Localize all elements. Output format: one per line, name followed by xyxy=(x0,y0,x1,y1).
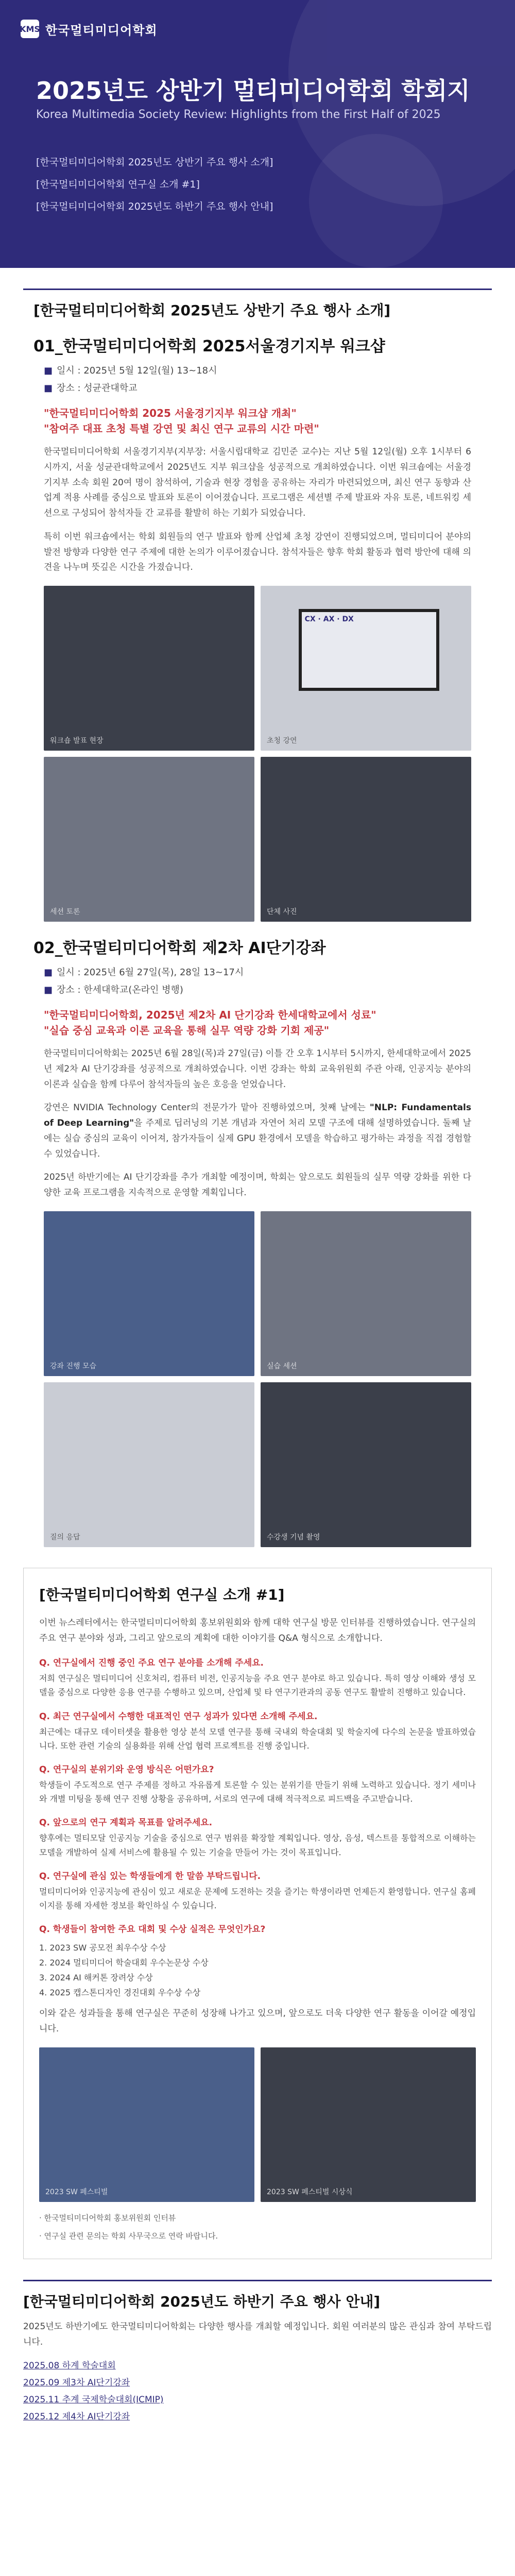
event-2-date: ■ 일시 : 2025년 6월 27일(목), 28일 13~17시 xyxy=(44,967,244,978)
event-photo: 수강생 기념 촬영 xyxy=(261,1382,471,1547)
event-1-date: ■ 일시 : 2025년 5월 12일(월) 13~18시 xyxy=(44,365,217,376)
lab-closing: 이와 같은 성과들을 통해 연구실은 꾸준히 성장해 나가고 있으며, 앞으로도 더욱 다양한 연구 활동을 이어갈 예정입니다. xyxy=(39,2008,476,2035)
newsletter-title: 2025년도 상반기 멀티미디어학회 학회지 xyxy=(36,77,470,105)
lab-photo-grid xyxy=(39,2047,476,2202)
upcoming-links xyxy=(23,2358,492,2422)
event-photo: 워크숍 발표 현장 xyxy=(44,586,254,751)
section-heading-lab: [한국멀티미디어학회 연구실 소개 #1] xyxy=(39,1586,285,1603)
bullet-icon: ■ xyxy=(44,967,53,978)
lab-footnote-1: · 한국멀티미디어학회 홍보위원회 인터뷰 xyxy=(39,2213,176,2223)
event-1-place: ■ 장소 : 성균관대학교 xyxy=(44,383,138,394)
toc-link-3[interactable]: [한국멀티미디어학회 2025년도 하반기 주요 행사 안내] xyxy=(36,201,273,212)
event-photo: 단체 사진 xyxy=(261,757,471,922)
lab-intro-text: 이번 뉴스레터에서는 한국멀티미디어학회 홍보위원회와 함께 대학 연구실 방문 인터뷰를 진행하였습니다. 연구실의 주요 연구 분야와 성과, 그리고 앞으로의 계획에 대한 이야기를 Q&A 형식으로 소개합니다. xyxy=(39,1617,476,1643)
event-1 xyxy=(23,333,492,922)
society-logo[interactable] xyxy=(21,20,158,38)
event-2 xyxy=(23,935,492,1547)
bullet-icon: ■ xyxy=(44,985,53,995)
list-item: 3. 2024 AI 해커톤 장려상 수상 xyxy=(39,1972,153,1982)
event-2-place: ■ 장소 : 한세대학교(온라인 병행) xyxy=(44,985,183,995)
lab-intro-box xyxy=(23,1568,492,2259)
section-heading-upcoming: [한국멀티미디어학회 2025년도 하반기 주요 행사 안내] xyxy=(23,2280,492,2311)
lab-qa-list xyxy=(39,1655,476,1912)
section-heading-events: [한국멀티미디어학회 2025년도 상반기 주요 행사 소개] xyxy=(23,289,492,320)
event-2-paragraph-3: 2025년 하반기에는 AI 단기강좌를 추가 개최할 예정이며, 학회는 앞으로도 회원들의 실무 역량 강화를 위한 다양한 교육 프로그램을 지속적으로 운영할 계획입니다. xyxy=(44,1172,471,1198)
event-1-photo-grid xyxy=(44,586,471,922)
upcoming-link[interactable]: 2025.12 제4차 AI단기강좌 xyxy=(23,2412,130,2422)
toc-link-1[interactable]: [한국멀티미디어학회 2025년도 상반기 주요 행사 소개] xyxy=(36,157,273,168)
newsletter-header xyxy=(0,0,515,268)
bullet-icon: ■ xyxy=(44,383,53,394)
event-1-paragraph-2: 특히 이번 워크숍에서는 학회 회원들의 연구 발표와 함께 산업체 초청 강연이 진행되었으며, 멀티미디어 분야의 발전 방향과 다양한 연구 주제에 대한 논의가 이루어졌습니다. 참석자들은 향후 학회 활동과 협력 방안에 대해 의견을 나누며 뜻깊은 시간을 가졌습니다. xyxy=(44,531,471,573)
lab-photo: 2023 SW 페스티벌 xyxy=(39,2047,254,2202)
event-2-quote: "한국멀티미디어학회, 2025년 제2차 AI 단기강좌 한세대학교에서 성료" "실습 중심 교육과 이론 교육을 통해 실무 역량 강화 기회 제공" xyxy=(44,1009,376,1037)
upcoming-events-section xyxy=(23,2280,492,2422)
event-2-photo-grid xyxy=(44,1211,471,1547)
logo-name: 한국멀티미디어학회 xyxy=(45,23,158,38)
upcoming-link[interactable]: 2025.09 제3차 AI단기강좌 xyxy=(23,2378,130,2388)
list-item: 4. 2025 캡스톤디자인 경진대회 우수상 수상 xyxy=(39,1987,201,1997)
event-photo: CX · AX · DX 초청 강연 xyxy=(261,586,471,751)
logo-mark: KMS xyxy=(21,20,39,38)
event-photo: 세션 토론 xyxy=(44,757,254,922)
upcoming-link[interactable]: 2025.11 추계 국제학술대회(ICMIP) xyxy=(23,2395,164,2405)
header-decoration-small xyxy=(309,134,443,268)
lab-footnote-2: · 연구실 관련 문의는 학회 사무국으로 연락 바랍니다. xyxy=(39,2231,218,2241)
event-1-paragraph-1: 한국멀티미디어학회 서울경기지부(지부장: 서울시립대학교 김민준 교수)는 지난 5월 12일(월) 오후 1시부터 6시까지, 서울 성균관대학교에서 2025년도 지부 워크샵을 성공적으로 개최하였습니다. 이번 워크숍에는 서울경기지부 소속 회원 20여 명이 참석하여, 기술과 현장 경험을 공유하는 자리가 마련되었으며, 최신 연구 동향과 산업계 적용 사례를 중심으로 발표와 토론이 이어졌습니다. 프로그램은 세션별 주제 발표와 자유 토론, 네트워킹 세션으로 구성되어 참석자들 간 교류를 활발히 하는 기회가 되었습니다. xyxy=(44,447,471,518)
event-photo: 질의 응답 xyxy=(44,1382,254,1547)
qa-item: Q. 최근 연구실에서 수행한 대표적인 연구 성과가 있다면 소개해 주세요. 최근에는 대규모 데이터셋을 활용한 영상 분석 모델 연구를 통해 국내외 학술대회 및 학술지에 다수의 논문을 발표하였습니다. 또한 관련 기술의 실용화를 위해 산업 협력 프로젝트를 진행 중입니다. xyxy=(39,1711,476,1751)
event-2-title: 02_한국멀티미디어학회 제2차 AI단기강좌 xyxy=(33,939,326,957)
qa-item: Q. 연구실에 관심 있는 학생들에게 한 말씀 부탁드립니다. 멀티미디어와 인공지능에 관심이 있고 새로운 문제에 도전하는 것을 즐기는 학생이라면 언제든지 환영합니다. 연구실 홈페이지를 통해 자세한 정보를 확인하실 수 있습니다. xyxy=(39,1871,476,1910)
event-2-paragraph-1: 한국멀티미디어학회는 2025년 6월 28일(목)과 27일(금) 이틀 간 오후 1시부터 5시까지, 한세대학교에서 2025년 제2차 AI 단기강좌를 성공적으로 개최하였습니다. 이번 강좌는 학회 교육위원회 주관 아래, 인공지능 분야의 이론과 실습을 함께 다루어 참석자들의 높은 호응을 얻었습니다. xyxy=(44,1048,471,1090)
header-toc xyxy=(36,155,273,221)
awards-list xyxy=(39,1941,476,2000)
toc-link-2[interactable]: [한국멀티미디어학회 연구실 소개 #1] xyxy=(36,179,200,190)
main-content xyxy=(0,289,515,1547)
qa-item: Q. 연구실의 분위기와 운영 방식은 어떤가요? 학생들이 주도적으로 연구 주제를 정하고 자유롭게 토론할 수 있는 분위기를 만들기 위해 노력하고 있습니다. 정기 세미나와 개별 미팅을 통해 연구 진행 상황을 공유하며, 서로의 연구에 대해 적극적으로 피드백을 주고받습니다. xyxy=(39,1765,476,1804)
qa-item: Q. 앞으로의 연구 계획과 목표를 알려주세요. 향후에는 멀티모달 인공지능 기술을 중심으로 연구 범위를 확장할 계획입니다. 영상, 음성, 텍스트를 통합적으로 이해하는 모델을 개발하여 실제 서비스에 활용될 수 있는 기술을 만들어 가는 것이 목표입니다. xyxy=(39,1818,476,1857)
qa-item: Q. 연구실에서 진행 중인 주요 연구 분야를 소개해 주세요. 저희 연구실은 멀티미디어 신호처리, 컴퓨터 비전, 인공지능을 주요 연구 분야로 하고 있습니다. 특히 영상 이해와 생성 모델을 중심으로 다양한 응용 연구를 수행하고 있으며, 산업체 및 타 연구기관과의 공동 연구도 활발히 진행하고 있습니다. xyxy=(39,1658,476,1698)
event-1-title: 01_한국멀티미디어학회 2025서울경기지부 워크샵 xyxy=(33,337,385,355)
list-item: 2. 2024 멀티미디어 학술대회 우수논문상 수상 xyxy=(39,1957,209,1968)
lab-photo: 2023 SW 페스티벌 시상식 xyxy=(261,2047,476,2202)
awards-question: Q. 학생들이 참여한 주요 대회 및 수상 실적은 무엇인가요? xyxy=(39,1924,266,1935)
presentation-screen: CX · AX · DX xyxy=(299,609,440,691)
upcoming-intro: 2025년도 하반기에도 한국멀티미디어학회는 다양한 행사를 개최할 예정입니다. 회원 여러분의 많은 관심과 참여 부탁드립니다. xyxy=(23,2321,492,2347)
event-photo: 실습 세션 xyxy=(261,1211,471,1376)
list-item: 1. 2023 SW 공모전 최우수상 수상 xyxy=(39,1943,166,1953)
event-1-quote: "한국멀티미디어학회 2025 서울경기지부 워크샵 개최" "참여주 대표 초청 특별 강연 및 최신 연구 교류의 시간 마련" xyxy=(44,407,319,435)
newsletter-subtitle: Korea Multimedia Society Review: Highlights from the First Half of 2025 xyxy=(36,108,441,121)
upcoming-link[interactable]: 2025.08 하계 학술대회 xyxy=(23,2361,116,2371)
bullet-icon: ■ xyxy=(44,365,53,376)
event-photo: 강좌 진행 모습 xyxy=(44,1211,254,1376)
event-2-paragraph-2: 강연은 NVIDIA Technology Center의 전문가가 맡아 진행하였으며, 첫째 날에는 "NLP: Fundamentals of Deep Learning"을 주제로 딥러닝의 기본 개념과 자연어 처리 모델 구조에 대해 설명하였습니다. 둘째 날에는 실습 중심의 교육이 이어져, 참가자들이 실제 GPU 환경에서 모델을 학습하고 평가하는 과정을 직접 경험할 수 있었습니다. xyxy=(44,1103,471,1159)
